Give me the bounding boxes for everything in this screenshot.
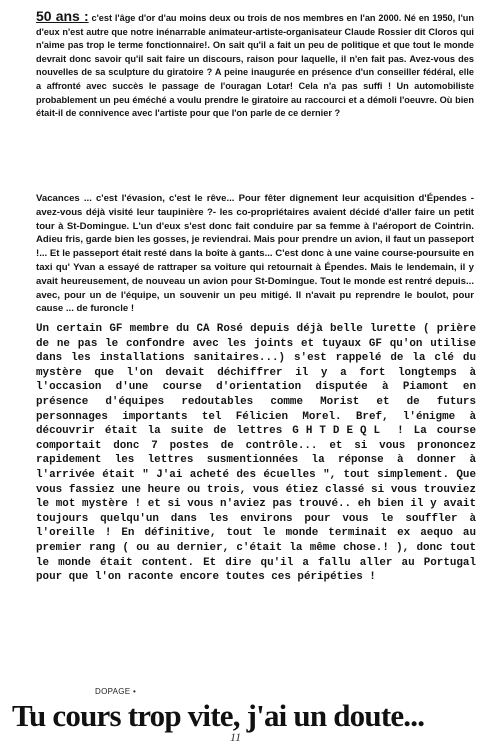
page-number: 11 [230,730,242,744]
paragraph-50-ans [36,10,474,121]
paragraph-enigme [36,322,476,585]
paragraph-50-ans-body: c'est l'âge d'or d'au moins deux ou trois de nos membres en l'an 2000. Né en 1950, l'un d'eux n'est autre que notre inénarrable animateur-artiste-organisateur Claude Rossier dit Cloros qui n'aime pas trop le terme fonctionnaire!. On sait qu'il a fait un peu de politique et que tout le monde devrait donc savoir qu'il sait faire un discours, raison pour laquelle, il n'en fait pas. Avez-vous des nouvelles de sa sculpture du giratoire ? A peine inaugurée en présence d'un conseiller fédéral, elle a affronté avec succès le passage de l'ouragan Lotar! Cela n'a pas suffi ! Un automobiliste probablement un peu éméché a voulu prendre le giratoire au raccourci et a démoli l'oeuvre. Où bien était-il de connivence avec l'artiste pour que l'on parle de ce dernier ? [36,13,474,119]
lead-in-heading: 50 ans : [36,8,89,24]
paragraph-enigme-part-1: Un certain GF membre du CA Rosé depuis déjà belle lurette ( prière de ne pas le confondre avec les joints et tuyaux GF qu'on utilise dans les installations sanitaires...) s'est rappelé de la clé du mystère que l'on devait déchiffrer il y a fort longtemps à l'occasion d'une course d'orientation disputée à Piamont en présence d'équipes redoutables comme Morist et de futurs personnages importants tel Félicien Morel. Bref, l'énigme à découvrir était la suite de lettres [36,323,476,438]
paragraph-vacances: Vacances ... c'est l'évasion, c'est le rêve... Pour fêter dignement leur acquisition d'Épendes - avez-vous déjà visité leur taupinière ?- les co-propriétaires avaient décidé d'aller faire un petit tour à St-Domingue. L'un d'eux s'est donc fait conduire par sa femme à l'aéroport de Cointrin. Adieu fris, garde bien les gosses, je reviendrai. Mais pour prendre un avion, il faut un passeport !... Et le passeport était resté dans la boîte à gants... C'est donc à une vaine course-poursuite en taxi qu' Yvan a essayé de rattraper sa voiture qui retournait à Épendes. Mais le lendemain, il y avait heureusement, de nouveau un avion pour St-Domingue. Tout le monde est rentré depuis... avec, pour un de l'équipe, un souvenir un peu mitigé. Il n'avait pu reprendre le boulot, pour cause ... de furoncle ! [36,193,474,315]
section-label: DOPAGE • [95,687,137,696]
mystery-letters: GHTDEQL [292,425,388,438]
article-headline: Tu cours trop vite, j'ai un doute... [12,698,425,733]
paragraph-enigme-part-2: ! La course comportait donc 7 postes de contrôle... et si vous prononcez rapidement les lettres susmentionnées la réponse à donner à l'arrivée était " J'ai acheté des écuelles ", tout simplement. Que vous fassiez une heure ou trois, vous étiez classé si vous trouviez le mot mystère ! et si vous n'aviez pas trouvé.. eh bien il y avait toujours quelqu'un dans les environs pour vous le souffler à l'oreille ! En définitive, tout le monde terminait ex aequo au premier rang ( ou au dernier, c'était la même chose.! ), donc tout le monde était content. Et dire qu'il a fallu aller au Portugal pour que l'on raconte encore toutes ces péripéties ! [36,425,476,584]
